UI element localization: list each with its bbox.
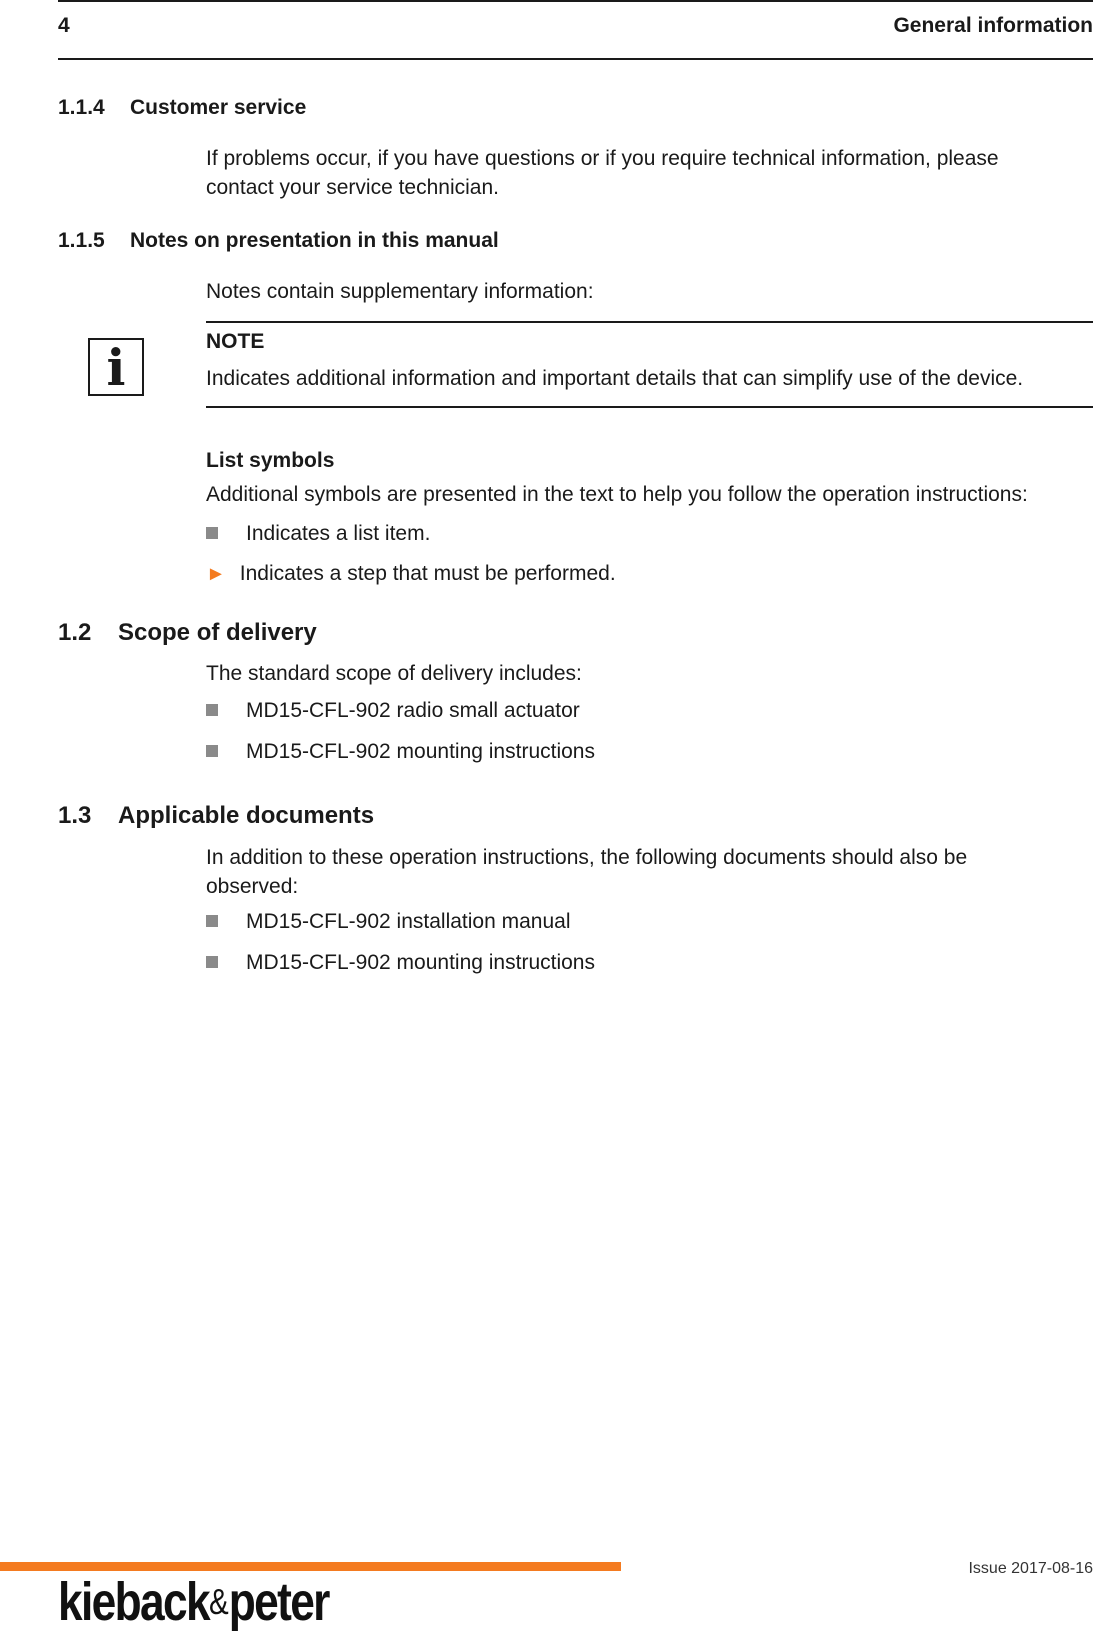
list-item-text: MD15-CFL-902 mounting instructions — [246, 740, 595, 763]
list-item-text: Indicates a list item. — [246, 522, 431, 545]
heading-customer-service — [58, 96, 306, 120]
heading-number: 1.1.4 — [58, 96, 105, 119]
header-top-rule — [58, 0, 1093, 2]
list-item — [206, 740, 595, 764]
list-item — [206, 910, 571, 934]
page-number: 4 — [58, 14, 70, 37]
scope-intro: The standard scope of delivery includes: — [206, 662, 582, 685]
note-top-rule — [206, 321, 1093, 323]
note-label: NOTE — [206, 330, 265, 353]
heading-text: Customer service — [130, 96, 307, 119]
square-bullet-icon — [206, 915, 218, 927]
list-item — [206, 522, 430, 546]
footer-accent-bar — [0, 1562, 621, 1571]
notes-intro: Notes contain supplementary information: — [206, 280, 594, 303]
heading-scope-of-delivery — [58, 619, 317, 647]
applicable-intro: In addition to these operation instructions, the following documents should also be observed: — [206, 846, 968, 898]
heading-number: 1.3 — [58, 802, 92, 829]
header-bottom-rule — [58, 58, 1093, 60]
issue-date: Issue 2017-08-16 — [968, 1560, 1093, 1577]
heading-notes-presentation — [58, 229, 499, 253]
heading-number: 1.2 — [58, 619, 92, 646]
list-item — [206, 951, 595, 975]
note-bottom-rule — [206, 406, 1093, 408]
heading-text: Notes on presentation in this manual — [130, 229, 499, 252]
list-item-text: Indicates a step that must be performed. — [239, 562, 616, 585]
arrow-right-icon: ► — [206, 563, 226, 585]
note-text: Indicates additional information and important details that can simplify use of the device. — [206, 367, 1024, 390]
square-bullet-icon — [206, 704, 218, 716]
list-item — [206, 699, 580, 723]
company-logo — [58, 1572, 329, 1632]
heading-number: 1.1.5 — [58, 229, 105, 252]
info-icon: i — [88, 338, 144, 396]
logo-amp: & — [209, 1581, 229, 1622]
customer-service-text: If problems occur, if you have questions or if you require technical information, please contact your service technician. — [206, 147, 999, 199]
logo-right: peter — [228, 1572, 329, 1632]
header-section-title: General information — [893, 14, 1093, 37]
list-symbols-title: List symbols — [206, 449, 335, 472]
list-item-text: MD15-CFL-902 mounting instructions — [246, 951, 595, 974]
list-symbols-intro: Additional symbols are presented in the text to help you follow the operation instructions: — [206, 483, 1028, 506]
heading-text: Scope of delivery — [118, 619, 317, 646]
heading-applicable-documents — [58, 802, 374, 830]
logo-left: kieback — [58, 1572, 210, 1632]
square-bullet-icon — [206, 745, 218, 757]
square-bullet-icon — [206, 527, 218, 539]
heading-text: Applicable documents — [118, 802, 375, 829]
list-item-text: MD15-CFL-902 radio small actuator — [246, 699, 580, 722]
list-item — [206, 562, 616, 586]
list-item-text: MD15-CFL-902 installation manual — [246, 910, 571, 933]
square-bullet-icon — [206, 956, 218, 968]
